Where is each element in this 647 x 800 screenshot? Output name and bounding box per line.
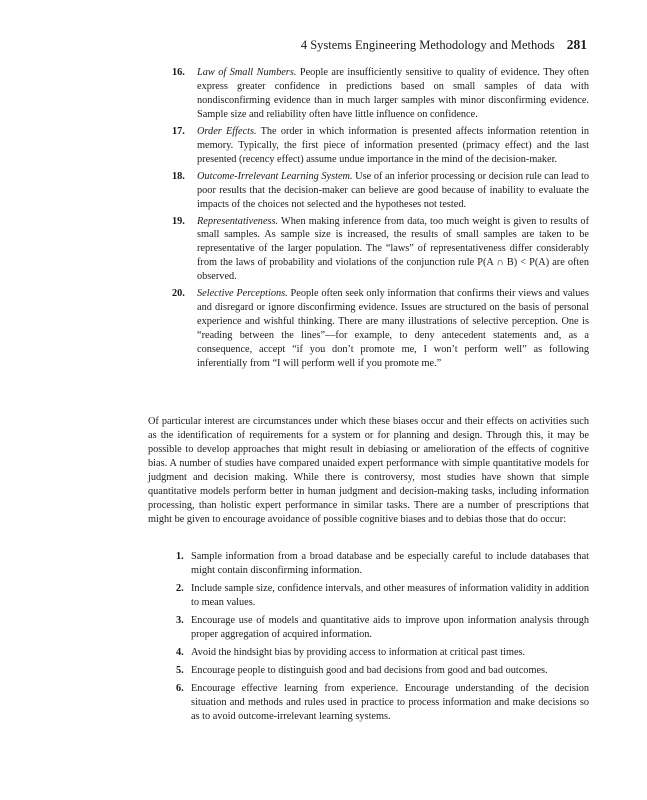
list-item bbox=[176, 582, 589, 610]
item-number: 19. bbox=[172, 215, 185, 227]
item-text: When making inference from data, too much weight is given to results of small samples. As sample size is increased, the results of small samples are taken to be representative of the larger population. The “laws” of representativeness differ considerably from the laws of probability and violations of the conjunction rule P(A ∩ B) < P(A) are often observed. bbox=[197, 215, 589, 283]
list-item bbox=[172, 66, 589, 122]
item-number: 4. bbox=[176, 647, 184, 658]
prescription-list bbox=[176, 550, 589, 728]
item-title: Order Effects. bbox=[197, 125, 257, 137]
list-item bbox=[172, 170, 589, 212]
item-text: Sample information from a broad database and be especially careful to include databases that might contain disconfirming information. bbox=[191, 551, 589, 576]
list-item bbox=[176, 682, 589, 724]
item-number: 18. bbox=[172, 170, 185, 182]
item-title: Law of Small Numbers. bbox=[197, 67, 297, 78]
running-title: 4 Systems Engineering Methodology and Methods bbox=[300, 38, 555, 52]
list-item bbox=[172, 215, 589, 285]
item-text: The order in which information is presented affects information retention in memory. Typically, the first piece of information presented (primacy effect) and the last presented (recency effect) assume undue importance in the mind of the decision-maker. bbox=[197, 125, 589, 165]
item-title: Selective Perceptions. bbox=[197, 288, 288, 300]
item-text: People often seek only information that confirms their views and values and disregard or ignore disconfirming evidence. Issues are structured on the basis of personal experience and wishful thinking. There are many illustrations of selective perception. One is “reading between the lines”—for example, to deny antecedent statements and, as a consequence, accept “if you don’t promote me, I won’t perform well” as following inferentially from “I will perform well if you promote me.” bbox=[197, 288, 590, 370]
list-item bbox=[172, 125, 589, 167]
item-number: 16. bbox=[172, 67, 185, 78]
item-text: Encourage effective learning from experience. Encourage understanding of the decision situation and methods and rules used in practice to process information and make decisions so as to avoid outcome-irrelevant learning systems. bbox=[191, 683, 589, 722]
list-item bbox=[176, 664, 589, 678]
item-number: 5. bbox=[176, 665, 184, 676]
item-text: People are insufficiently sensitive to quality of evidence. They often express greater confidence in predictions based on small samples of data with nondisconfirming evidence than in much larger samples with minor disconfirming evidence. Sample size and reliability often have little influence on confidence. bbox=[197, 67, 589, 120]
list-item bbox=[176, 614, 589, 642]
item-number: 3. bbox=[176, 615, 184, 626]
list-item bbox=[172, 287, 589, 371]
page-number: 281 bbox=[566, 37, 587, 52]
item-title: Representativeness. bbox=[197, 215, 279, 227]
item-text: Encourage use of models and quantitative aids to improve upon information analysis through proper aggregation of acquired information. bbox=[191, 615, 589, 640]
item-number: 20. bbox=[172, 288, 185, 300]
running-header bbox=[150, 37, 587, 53]
body-paragraph: Of particular interest are circumstances under which these biases occur and their effects on activities such as the identification of requirements for a system or for planning and design. Through this, it may be possible to develop approaches that might result in debiasing or amelioration of the effects of cognitive bias. A number of studies have compared unaided expert performance with simple quantitative models for judgment and decision making. While there is controversy, most studies have shown that simple quantitative models perform better in human judgment and decision-making tasks, including information processing, than holistic expert performance in similar tasks. There are a number of prescriptions that might be given to encourage avoidance of possible cognitive biases and to debias those that do occur: bbox=[148, 416, 589, 525]
item-text: Avoid the hindsight bias by providing access to information at critical past times. bbox=[191, 647, 526, 658]
item-title: Outcome-Irrelevant Learning System. bbox=[197, 170, 353, 182]
item-number: 2. bbox=[176, 583, 184, 594]
list-item bbox=[176, 646, 589, 660]
bias-list bbox=[172, 66, 589, 374]
item-text: Use of an inferior processing or decision rule can lead to poor results that the decision-maker can believe are good because of inability to evaluate the impacts of the choices not selected and the hypotheses not tested. bbox=[197, 170, 589, 210]
item-text: Encourage people to distinguish good and bad decisions from good and bad outcomes. bbox=[191, 665, 548, 676]
list-item bbox=[176, 550, 589, 578]
item-text: Include sample size, confidence intervals, and other measures of information validity in addition to mean values. bbox=[191, 583, 589, 608]
item-number: 1. bbox=[176, 551, 184, 562]
item-number: 17. bbox=[172, 125, 185, 137]
item-number: 6. bbox=[176, 683, 184, 694]
